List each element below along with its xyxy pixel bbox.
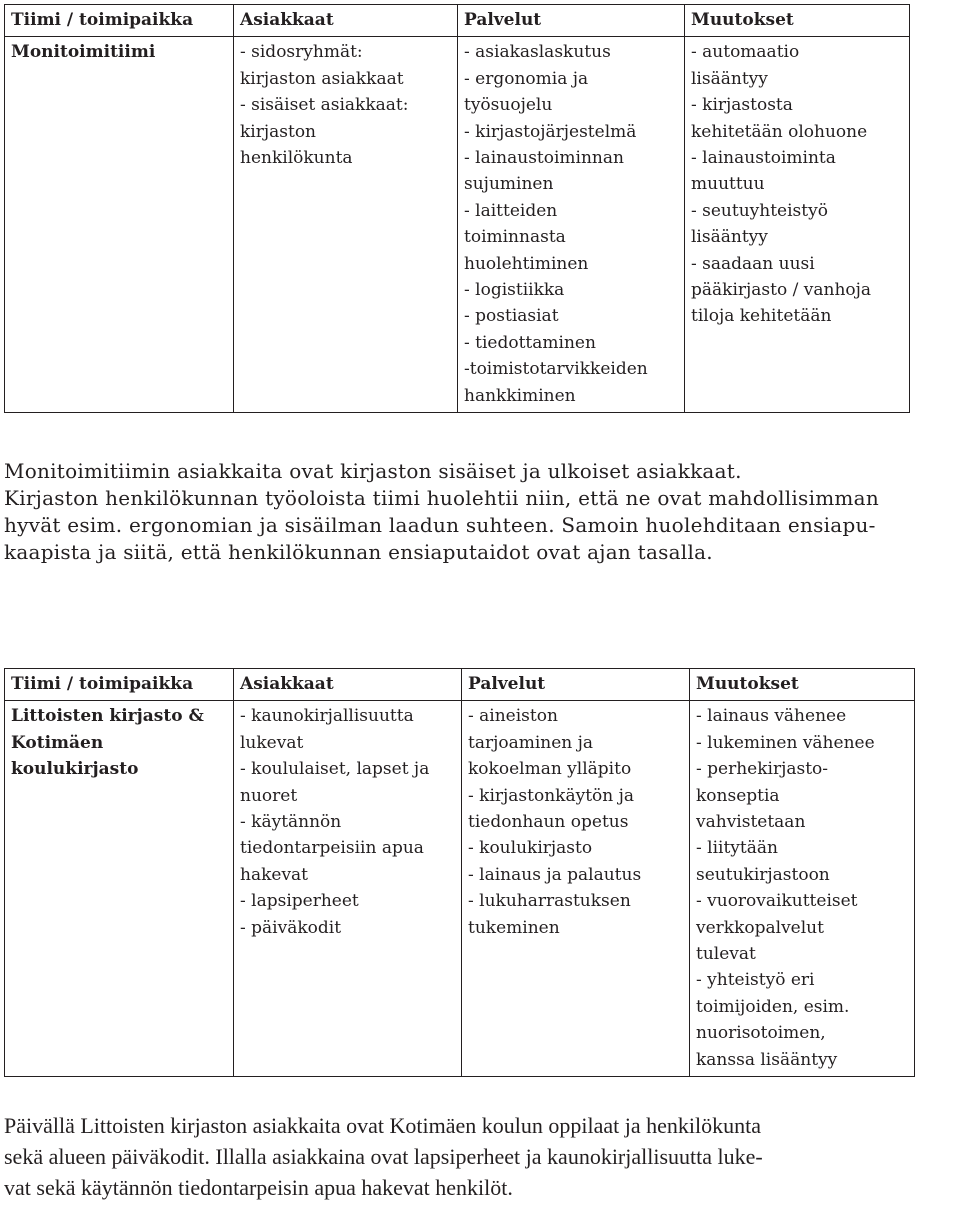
text-line: konseptia bbox=[696, 785, 780, 806]
text-line: toimijoiden, esim. bbox=[696, 996, 850, 1017]
text-line: - kirjastonkäytön ja bbox=[468, 785, 635, 806]
text-line: - päiväkodit bbox=[240, 917, 342, 938]
text-line: - aineiston bbox=[468, 706, 558, 727]
text-line: - asiakaslaskutus bbox=[464, 42, 611, 63]
text-line: - automaatio bbox=[691, 42, 800, 63]
text-line: toiminnasta bbox=[464, 227, 566, 248]
text-line: seutukirjastoon bbox=[696, 864, 830, 885]
text-line: - lainaus ja palautus bbox=[468, 864, 642, 885]
text-line: tulevat bbox=[696, 944, 756, 965]
paragraph-monitoimitiimi bbox=[4, 458, 960, 566]
text-line: hankkiminen bbox=[464, 385, 576, 406]
text-line: työsuojelu bbox=[464, 95, 553, 116]
text-line: Päivällä Littoisten kirjaston asiakkaita ovat Kotimäen koulun oppilaat ja henkilökunta bbox=[4, 1113, 761, 1138]
text-line: - lukuharrastuksen bbox=[468, 891, 631, 912]
text-line: kokoelman ylläpito bbox=[468, 759, 632, 780]
header-changes: Muutokset bbox=[690, 669, 915, 701]
text-line: tarjoaminen ja bbox=[468, 732, 594, 753]
header-services: Palvelut bbox=[458, 5, 685, 37]
text-line: - logistiikka bbox=[464, 280, 565, 301]
text-line: Kirjaston henkilökunnan työoloista tiimi huolehtii niin, että ne ovat mahdollisimman bbox=[4, 486, 879, 510]
text-line: kirjaston asiakkaat bbox=[240, 68, 404, 89]
text-line: - kirjastojärjestelmä bbox=[464, 121, 637, 142]
text-line: - lukeminen vähenee bbox=[696, 732, 875, 753]
services-cell bbox=[462, 701, 690, 1077]
services-cell bbox=[458, 37, 685, 413]
text-line: lisääntyy bbox=[691, 227, 768, 248]
changes-cell bbox=[690, 701, 915, 1077]
team-cell bbox=[5, 701, 234, 1077]
text-line: tiedontarpeisiin apua bbox=[240, 838, 424, 859]
text-line: sekä alueen päiväkodit. Illalla asiakkaina ovat lapsiperheet ja kaunokirjallisuutta luke- bbox=[4, 1144, 763, 1169]
text-line: - lainaustoiminnan bbox=[464, 148, 624, 169]
text-line: - vuorovaikutteiset bbox=[696, 891, 858, 912]
text-line: tiloja kehitetään bbox=[691, 306, 832, 327]
text-line: nuorisotoimen, bbox=[696, 1023, 826, 1044]
text-line: Littoisten kirjasto & bbox=[11, 706, 204, 727]
text-line: - lainaus vähenee bbox=[696, 706, 847, 727]
text-line: sujuminen bbox=[464, 174, 554, 195]
text-line: - laitteiden bbox=[464, 200, 558, 221]
text-line: - yhteistyö eri bbox=[696, 970, 815, 991]
text-line: - koulukirjasto bbox=[468, 838, 593, 859]
text-line: hakevat bbox=[240, 864, 309, 885]
text-line: - kaunokirjallisuutta bbox=[240, 706, 414, 727]
text-line: Monitoimitiimin asiakkaita ovat kirjaston sisäiset ja ulkoiset asiakkaat. bbox=[4, 459, 742, 483]
text-line: - tiedottaminen bbox=[464, 332, 596, 353]
customers-cell bbox=[234, 701, 462, 1077]
text-line: - kirjastosta bbox=[691, 95, 793, 116]
text-line: nuoret bbox=[240, 785, 298, 806]
text-line: - lainaustoiminta bbox=[691, 148, 836, 169]
text-line: muuttuu bbox=[691, 174, 765, 195]
text-line: vat sekä käytännön tiedontarpeisin apua hakevat henkilöt. bbox=[4, 1175, 513, 1200]
team-table-littoinen bbox=[4, 668, 915, 1077]
text-line: - postiasiat bbox=[464, 306, 559, 327]
text-line: -toimistotarvikkeiden bbox=[464, 359, 648, 380]
changes-cell bbox=[685, 37, 910, 413]
text-line: hyvät esim. ergonomian ja sisäilman laadun suhteen. Samoin huolehditaan ensiapu- bbox=[4, 513, 876, 537]
header-customers: Asiakkaat bbox=[234, 669, 462, 701]
table-header-row bbox=[5, 669, 915, 701]
header-services: Palvelut bbox=[462, 669, 690, 701]
table-row bbox=[5, 37, 910, 413]
text-line: - liitytään bbox=[696, 838, 778, 859]
text-line: Monitoimitiimi bbox=[11, 42, 156, 63]
header-customers: Asiakkaat bbox=[234, 5, 458, 37]
paragraph-littoinen bbox=[4, 1110, 960, 1203]
text-line: - käytännön bbox=[240, 812, 342, 833]
text-line: tiedonhaun opetus bbox=[468, 812, 629, 833]
text-line: huolehtiminen bbox=[464, 253, 589, 274]
text-line: - lapsiperheet bbox=[240, 891, 359, 912]
text-line: vahvistetaan bbox=[696, 812, 806, 833]
text-line: koulukirjasto bbox=[11, 759, 139, 780]
text-line: - ergonomia ja bbox=[464, 68, 589, 89]
header-team: Tiimi / toimipaikka bbox=[5, 669, 234, 701]
text-line: - seutuyhteistyö bbox=[691, 200, 828, 221]
text-line: - perhekirjasto- bbox=[696, 759, 829, 780]
table-row bbox=[5, 701, 915, 1077]
text-line: - saadaan uusi bbox=[691, 253, 815, 274]
team-cell bbox=[5, 37, 234, 413]
text-line: kaapista ja siitä, että henkilökunnan ensiaputaidot ovat ajan tasalla. bbox=[4, 540, 713, 564]
text-line: kirjaston bbox=[240, 121, 317, 142]
customers-cell bbox=[234, 37, 458, 413]
text-line: - sidosryhmät: bbox=[240, 42, 363, 63]
text-line: - sisäiset asiakkaat: bbox=[240, 95, 409, 116]
text-line: - koululaiset, lapset ja bbox=[240, 759, 430, 780]
text-line: kehitetään olohuone bbox=[691, 121, 868, 142]
text-line: tukeminen bbox=[468, 917, 560, 938]
header-changes: Muutokset bbox=[685, 5, 910, 37]
text-line: lukevat bbox=[240, 732, 304, 753]
text-line: pääkirjasto / vanhoja bbox=[691, 280, 872, 301]
team-table-monitoimitiimi bbox=[4, 4, 910, 413]
text-line: lisääntyy bbox=[691, 68, 768, 89]
text-line: Kotimäen bbox=[11, 732, 104, 753]
text-line: henkilökunta bbox=[240, 148, 353, 169]
text-line: kanssa lisääntyy bbox=[696, 1049, 838, 1070]
text-line: verkkopalvelut bbox=[696, 917, 824, 938]
table-header-row bbox=[5, 5, 910, 37]
header-team: Tiimi / toimipaikka bbox=[5, 5, 234, 37]
